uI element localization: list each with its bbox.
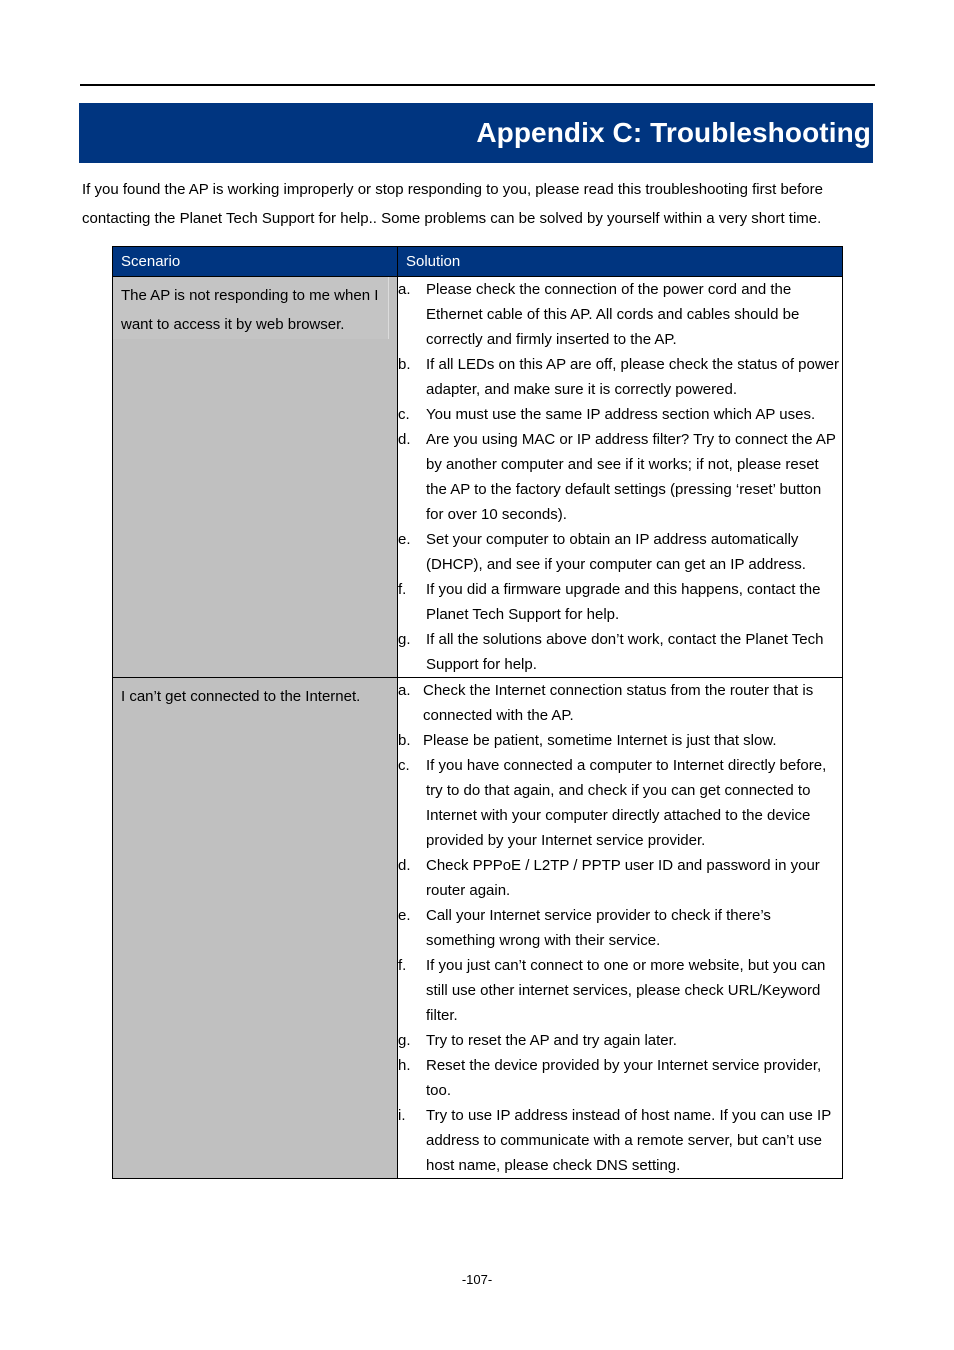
item-text: Check the Internet connection status from the router that is connected with the AP.: [423, 682, 814, 724]
item-label: e.: [398, 531, 411, 548]
list-item: [398, 728, 842, 753]
item-label: f.: [398, 581, 407, 598]
item-text: Check PPPoE / L2TP / PPTP user ID and password in your router again.: [426, 857, 820, 899]
item-label: b.: [398, 732, 411, 749]
item-text: Set your computer to obtain an IP address automatically (DHCP), and see if your computer can get an IP address.: [426, 531, 806, 573]
list-item: [398, 277, 842, 352]
header-scenario: Scenario: [113, 247, 398, 277]
item-text: Please be patient, sometime Internet is just that slow.: [423, 732, 777, 749]
item-text: If all the solutions above don’t work, contact the Planet Tech Support for help.: [426, 631, 824, 673]
list-item: [398, 853, 842, 903]
scenario-text: I can’t get connected to the Internet.: [121, 688, 361, 705]
item-text: Are you using MAC or IP address filter? Try to connect the AP by another computer and see if it works; if not, please reset the AP to the factory default settings (pressing ‘reset’ button for over 10 seconds).: [426, 431, 836, 523]
title-banner: [79, 103, 873, 163]
scenario-cell: [113, 277, 398, 678]
item-text: If all LEDs on this AP are off, please check the status of power adapter, and make sure it is correctly powered.: [426, 356, 840, 398]
item-label: a.: [398, 682, 411, 699]
list-item: [398, 527, 842, 577]
list-item: [398, 577, 842, 627]
item-text: Call your Internet service provider to check if there’s something wrong with their service.: [426, 907, 771, 949]
item-label: f.: [398, 957, 407, 974]
solution-cell: [398, 678, 843, 1179]
item-label: d.: [398, 431, 411, 448]
list-item: [398, 903, 842, 953]
item-label: e.: [398, 907, 411, 924]
scenario-text: The AP is not responding to me when I want to access it by web browser.: [113, 277, 389, 339]
header-solution: Solution: [398, 247, 843, 277]
list-item: [398, 678, 842, 728]
list-item: [398, 627, 842, 677]
table-header-row: [113, 247, 843, 277]
item-text: If you did a firmware upgrade and this happens, contact the Planet Tech Support for help.: [426, 581, 821, 623]
item-label: d.: [398, 857, 411, 874]
item-text: If you just can’t connect to one or more website, but you can still use other internet services, please check URL/Keyword filter.: [426, 957, 826, 1024]
top-rule: [80, 84, 875, 86]
list-item: [398, 1103, 842, 1178]
item-label: b.: [398, 356, 411, 373]
item-text: If you have connected a computer to Internet directly before, try to do that again, and check if you can get connected to Internet with your computer directly attached to the device provided by your Internet service provider.: [426, 757, 827, 849]
list-item: [398, 953, 842, 1028]
troubleshooting-table: [112, 246, 843, 1179]
item-text: You must use the same IP address section which AP uses.: [426, 406, 816, 423]
scenario-cell: [113, 678, 398, 1179]
table-row: [113, 678, 843, 1179]
item-text: Please check the connection of the power cord and the Ethernet cable of this AP. All cords and cables should be correctly and firmly inserted to the AP.: [426, 281, 800, 348]
page-number: -107-: [461, 1272, 493, 1287]
intro-paragraph: If you found the AP is working improperly or stop responding to you, please read this troubleshooting first before contacting the Planet Tech Support for help.. Some problems can be solved by yourself within a very short time.: [82, 181, 823, 227]
list-item: [398, 1053, 842, 1103]
item-label: g.: [398, 631, 411, 648]
list-item: [398, 753, 842, 853]
solution-cell: [398, 277, 843, 678]
item-text: Try to reset the AP and try again later.: [426, 1032, 677, 1049]
list-item: [398, 1028, 842, 1053]
list-item: [398, 427, 842, 527]
item-label: h.: [398, 1057, 411, 1074]
item-label: c.: [398, 406, 410, 423]
item-label: i.: [398, 1107, 406, 1124]
item-label: c.: [398, 757, 410, 774]
item-text: Try to use IP address instead of host name. If you can use IP address to communicate with a remote server, but can’t use host name, please check DNS setting.: [426, 1107, 831, 1174]
table-row: [113, 277, 843, 678]
item-label: g.: [398, 1032, 411, 1049]
item-text: Reset the device provided by your Internet service provider, too.: [426, 1057, 822, 1099]
page-title: Appendix C: Troubleshooting: [476, 117, 871, 148]
item-label: a.: [398, 281, 411, 298]
list-item: [398, 352, 842, 402]
list-item: [398, 402, 842, 427]
